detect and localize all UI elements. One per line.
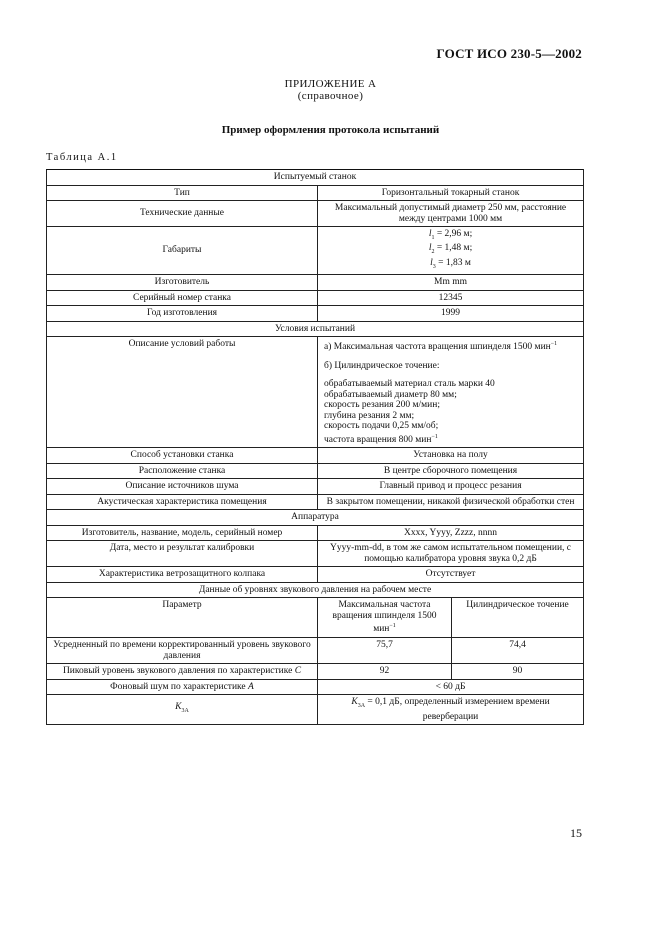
dimension-line: $l_1 = 2,96$ м; (428, 229, 473, 241)
row-label: Фоновый шум по характеристике A (47, 679, 318, 695)
row-value: Yyyy-mm-dd, в том же самом испытательном помещении, с помощью калибратора уровня звука 0,2 дБ (318, 541, 584, 567)
row-value: 92 (318, 664, 452, 680)
row-value: Максимальный допустимый диаметр 250 мм, расстояние между центрами 1000 мм (318, 201, 584, 227)
row-value: Установка на полу (318, 448, 584, 464)
row-value: 75,7 (318, 638, 452, 664)
table-row (47, 337, 584, 448)
section-header-machine: Испытуемый станок (47, 170, 584, 186)
row-label: Технические данные (47, 201, 318, 227)
row-label: Изготовитель, название, модель, серийный номер (47, 525, 318, 541)
row-label: Тип (47, 185, 318, 201)
column-header-parameter: Параметр (47, 598, 318, 638)
table-row (47, 275, 584, 291)
table-row (47, 494, 584, 510)
row-label: Габариты (47, 227, 318, 275)
appendix-heading (0, 78, 661, 102)
section-title: Пример оформления протокола испытаний (221, 124, 440, 136)
table-label: Таблица А.1 (46, 152, 118, 163)
row-value: Xxxx, Yyyy, Zzzz, nnnn (318, 525, 584, 541)
row-label: Изготовитель (47, 275, 318, 291)
table-row (47, 582, 584, 598)
table-row (47, 201, 584, 227)
dimensions-cell (318, 227, 584, 275)
table-row (47, 463, 584, 479)
table-row (47, 510, 584, 526)
page-number: 15 (570, 826, 582, 840)
table-row (47, 541, 584, 567)
row-value: Отсутствует (318, 567, 584, 583)
table-row (47, 227, 584, 275)
table-row (47, 448, 584, 464)
row-value: Mm mm (318, 275, 584, 291)
row-value: 1999 (318, 306, 584, 322)
row-label: Способ установки станка (47, 448, 318, 464)
table-row (47, 679, 584, 695)
row-value: Горизонтальный токарный станок (318, 185, 584, 201)
table-row (47, 638, 584, 664)
table-row (47, 185, 584, 201)
section-header-conditions: Условия испытаний (47, 321, 584, 337)
table-row (47, 306, 584, 322)
section-header-sound-levels: Данные об уровнях звукового давления на рабочем месте (47, 582, 584, 598)
dimension-line: $l_3 = 1,83$ м (430, 257, 471, 270)
row-label: Акустическая характеристика помещения (47, 494, 318, 510)
row-label: Год изготовления (47, 306, 318, 322)
table-row (47, 525, 584, 541)
row-value: Главный привод и процесс резания (318, 479, 584, 495)
table-row (47, 170, 584, 186)
table-row (47, 695, 584, 725)
column-header-turning: Цилиндрическое точение (452, 598, 584, 638)
column-header-max-speed: Максимальная частота вращения шпинделя 1500 мин$^{-1}$ (318, 598, 452, 638)
row-label-k3a: $K_{3A}$ (47, 695, 318, 725)
row-value: В центре сборочного помещения (318, 463, 584, 479)
row-label: Пиковый уровень звукового давления по характеристике C (47, 664, 318, 680)
standard-header: ГОСТ ИСО 230-5—2002 (436, 46, 582, 61)
table-row (47, 664, 584, 680)
row-value: В закрытом помещении, никакой физической обработки стен (318, 494, 584, 510)
appendix-title: ПРИЛОЖЕНИЕ А (284, 78, 377, 90)
table-row (47, 479, 584, 495)
table-row (47, 321, 584, 337)
row-value: 12345 (318, 290, 584, 306)
row-label: Дата, место и результат калибровки (47, 541, 318, 567)
row-value: 74,4 (452, 638, 584, 664)
appendix-subtitle: (справочное) (297, 90, 364, 102)
table-row (47, 567, 584, 583)
work-conditions-cell: а) Максимальная частота вращения шпинделя 1500 мин$^{-1}$ б) Цилиндрическое точение: обрабатываемый материал сталь марки 40 обрабатываемый диаметр 80 мм; скорость резания 200 м/мин; глубина резания 2 мм; скорость подачи 0,25 мм/об; частота вращения 800 мин$^{-1}$ (318, 337, 584, 448)
row-label: Описание источников шума (47, 479, 318, 495)
row-value: 90 (452, 664, 584, 680)
row-label: Описание условий работы (47, 337, 318, 448)
table-row (47, 598, 584, 638)
row-value: < 60 дБ (318, 679, 584, 695)
work-condition-b: б) Цилиндрическое точение: (324, 360, 440, 371)
row-label: Усредненный по времени корректированный уровень звукового давления (47, 638, 318, 664)
work-condition-details: обрабатываемый материал сталь марки 40 обрабатываемый диаметр 80 мм; скорость резания 200 м/мин; глубина резания 2 мм; скорость подачи 0,25 мм/об; частота вращения 800 мин$^{-1}$ (324, 379, 495, 445)
dimension-line: $l_2 = 1,48$ м; (428, 243, 473, 256)
section-header-equipment: Аппаратура (47, 510, 584, 526)
row-value: $K_{3A} = 0,1$ дБ, определенный измерением времени реверберации (318, 695, 584, 725)
row-label: Характеристика ветрозащитного колпака (47, 567, 318, 583)
work-condition-a: а) Максимальная частота вращения шпинделя 1500 мин (324, 342, 551, 353)
test-report-table (46, 169, 584, 725)
row-label: Расположение станка (47, 463, 318, 479)
table-row (47, 290, 584, 306)
row-label: Серийный номер станка (47, 290, 318, 306)
